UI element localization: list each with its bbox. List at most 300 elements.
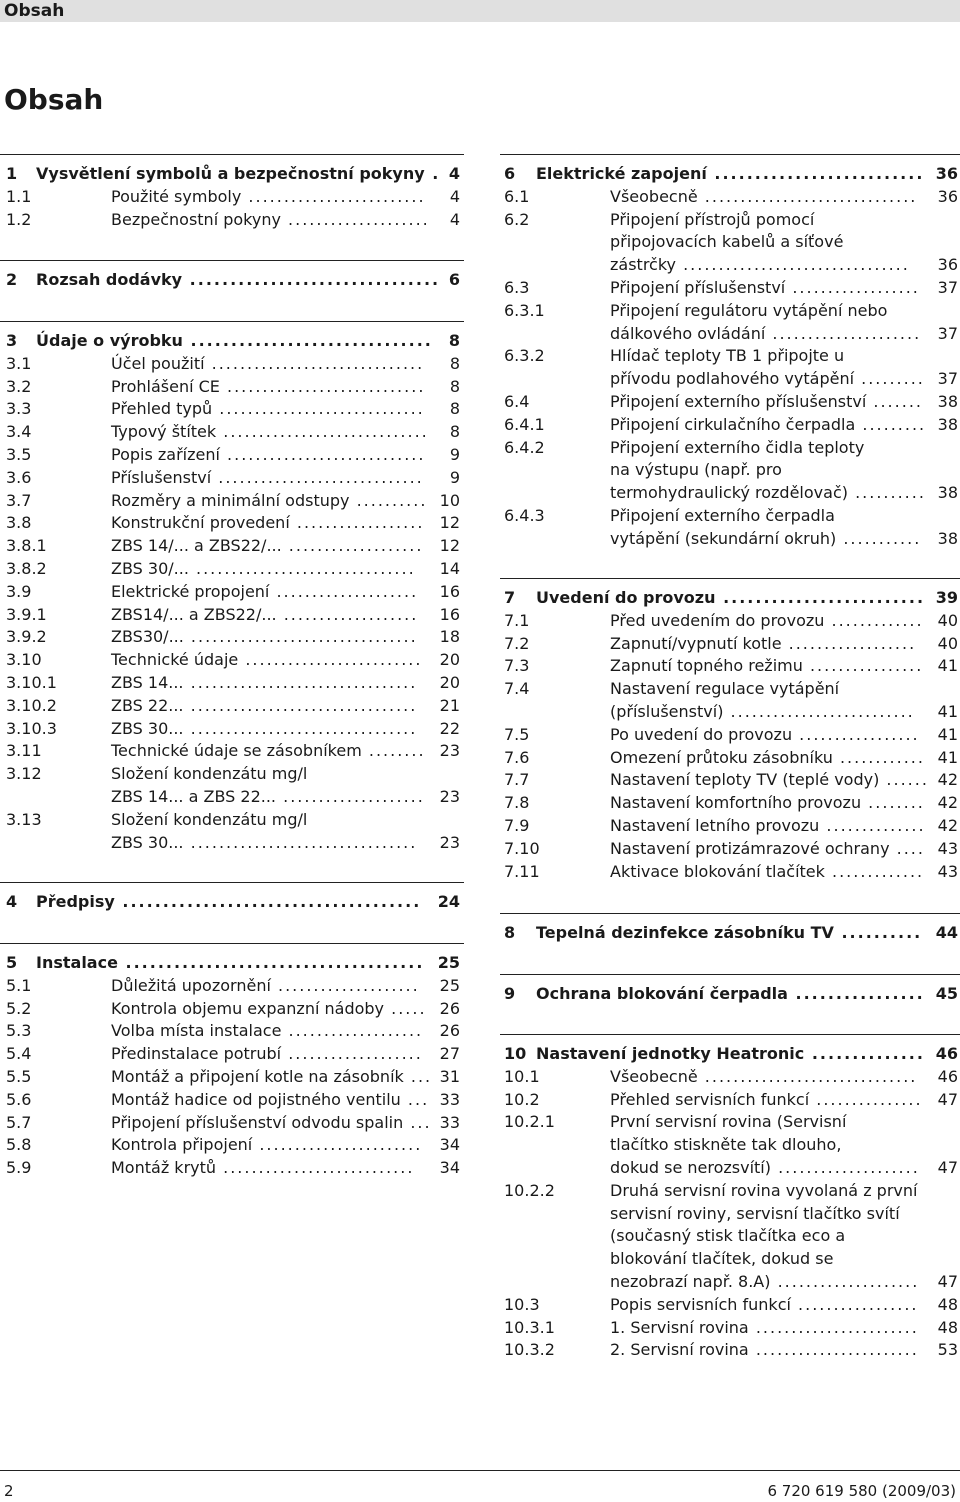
toc-entry-title: přívodu podlahového vytápění xyxy=(610,369,855,389)
toc-entry-row[interactable] xyxy=(0,489,464,512)
toc-entry-row[interactable] xyxy=(500,632,960,655)
toc-entry-page: 36 xyxy=(937,255,958,275)
toc-entry-number: 1 xyxy=(6,164,18,183)
toc-entry-row[interactable] xyxy=(0,808,464,831)
toc-entry-row[interactable] xyxy=(0,671,464,694)
toc-entry-title: ZBS 30... xyxy=(111,718,184,738)
toc-entry-page: 37 xyxy=(937,278,958,297)
toc-entry-row[interactable] xyxy=(500,860,960,883)
toc-entry-row[interactable] xyxy=(0,511,464,534)
dot-leader: .... xyxy=(889,838,925,858)
toc-entry-title: Popis servisních funkcí xyxy=(610,1294,791,1314)
toc-entry-row[interactable] xyxy=(0,717,464,740)
toc-entry-title: Technické údaje se zásobníkem xyxy=(111,741,362,761)
toc-entry-title: Použité symboly xyxy=(111,186,242,206)
toc-entry-text xyxy=(610,458,782,481)
toc-entry-row[interactable] xyxy=(500,768,960,791)
dot-leader: ................... xyxy=(281,536,424,556)
toc-entry-title: ZBS30/... xyxy=(111,627,184,647)
toc-chapter-row[interactable] xyxy=(0,268,464,291)
toc-entry-number: 10.2.1 xyxy=(504,1112,555,1132)
toc-entry-title: Po uvedení do provozu xyxy=(610,724,793,744)
toc-entry-row[interactable] xyxy=(500,253,960,276)
toc-entry-row[interactable] xyxy=(0,1065,464,1088)
dot-leader: .............................. xyxy=(182,331,433,350)
toc-entry-number: 10.3 xyxy=(504,1294,540,1314)
toc-entry-title: ZBS 30/... xyxy=(111,559,189,578)
toc-entry-row[interactable] xyxy=(500,413,960,436)
toc-entry-number: 3.9.1 xyxy=(6,604,47,624)
toc-entry-page: 43 xyxy=(937,861,958,881)
toc-entry-row[interactable] xyxy=(500,1293,960,1316)
toc-entry-text xyxy=(36,268,440,291)
toc-entry-page: 12 xyxy=(439,513,460,533)
dot-leader: ................................ xyxy=(183,695,418,715)
toc-entry-text xyxy=(111,443,425,466)
toc-entry-number: 5.1 xyxy=(6,975,32,995)
toc-entry-row[interactable] xyxy=(500,609,960,632)
toc-chapter-row[interactable] xyxy=(0,329,464,352)
toc-entry-text xyxy=(111,831,417,854)
dot-leader: ............. xyxy=(824,610,924,630)
toc-entry-text xyxy=(36,890,421,913)
dot-leader: .................. xyxy=(781,633,917,653)
dot-leader: .............................. xyxy=(697,1066,918,1086)
toc-entry-row[interactable] xyxy=(0,625,464,648)
dot-leader: ........................... xyxy=(216,1158,415,1178)
toc-entry-number: 3.2 xyxy=(6,376,32,396)
toc-entry-text xyxy=(536,162,924,185)
dot-leader: ............................. xyxy=(216,422,429,442)
dot-leader: .................... xyxy=(770,1272,920,1291)
dot-leader: .................... xyxy=(770,1158,920,1177)
toc-entry-text xyxy=(610,1202,900,1225)
toc-entry-row[interactable] xyxy=(0,694,464,717)
dot-leader: ................................ xyxy=(183,718,418,738)
toc-entry-row[interactable] xyxy=(0,831,464,854)
toc-entry-text xyxy=(111,420,429,443)
toc-entry-number: 7 xyxy=(504,588,516,607)
toc-entry-number: 1.1 xyxy=(6,186,32,206)
toc-entry-row[interactable] xyxy=(500,527,960,550)
toc-entry-text xyxy=(536,982,925,1005)
page-title: Obsah xyxy=(4,83,104,116)
toc-entry-text xyxy=(610,185,917,208)
toc-entry-page: 46 xyxy=(937,1066,958,1086)
toc-chapter-row[interactable] xyxy=(500,921,960,944)
toc-entry-row[interactable] xyxy=(0,208,464,231)
dot-leader: ................................ xyxy=(183,627,418,647)
toc-entry-row[interactable] xyxy=(500,1247,960,1270)
toc-entry-number: 3.10 xyxy=(6,650,42,670)
toc-entry-row[interactable] xyxy=(500,1338,960,1361)
toc-entry-title: Volba místa instalace xyxy=(111,1021,282,1041)
toc-entry-number: 7.1 xyxy=(504,610,530,630)
running-header-label: Obsah xyxy=(4,1,65,21)
toc-chapter-row[interactable] xyxy=(0,951,464,974)
toc-entry-title: Připojení příslušenství xyxy=(610,278,786,297)
toc-entry-row[interactable] xyxy=(0,534,464,557)
toc-entry-row[interactable] xyxy=(0,185,464,208)
toc-entry-row[interactable] xyxy=(500,1065,960,1088)
toc-entry-title: Kontrola připojení xyxy=(111,1135,253,1155)
toc-entry-title: vytápění (sekundární okruh) xyxy=(610,528,837,548)
toc-entry-number: 5.2 xyxy=(6,998,32,1018)
toc-entry-page: 9 xyxy=(449,445,460,464)
toc-entry-text xyxy=(610,1338,919,1361)
toc-entry-number: 9 xyxy=(504,984,516,1003)
toc-entry-row[interactable] xyxy=(500,1110,960,1133)
toc-entry-title: První servisní rovina (Servisní xyxy=(610,1112,847,1132)
section-divider xyxy=(500,1034,960,1035)
toc-entry-title: Přehled typů xyxy=(111,399,213,419)
toc-entry-number: 7.4 xyxy=(504,679,530,699)
toc-entry-row[interactable] xyxy=(500,1133,960,1156)
toc-entry-row[interactable] xyxy=(0,375,464,398)
toc-entry-page: 40 xyxy=(937,633,958,653)
toc-entry-text xyxy=(111,375,425,398)
toc-entry-page: 41 xyxy=(937,747,958,767)
toc-entry-number: 6.3.1 xyxy=(504,300,545,320)
toc-entry-title: Montáž hadice od pojistného ventilu xyxy=(111,1089,401,1109)
toc-entry-title: Účel použití xyxy=(111,353,205,373)
dot-leader: .......................... xyxy=(723,702,915,721)
toc-entry-row[interactable] xyxy=(500,390,960,413)
toc-entry-row[interactable] xyxy=(500,1224,960,1247)
toc-entry-page: 16 xyxy=(439,604,460,624)
toc-entry-row[interactable] xyxy=(0,1088,464,1111)
toc-entry-page: 36 xyxy=(937,186,958,206)
toc-entry-page: 6 xyxy=(448,270,460,289)
toc-entry-number: 6 xyxy=(504,164,516,183)
toc-entry-page: 47 xyxy=(937,1272,958,1291)
toc-entry-page: 8 xyxy=(449,353,460,373)
dot-leader: ............. xyxy=(824,861,925,881)
toc-entry-number: 5.3 xyxy=(6,1021,32,1041)
toc-entry-page: 39 xyxy=(935,588,958,607)
toc-entry-row[interactable] xyxy=(500,814,960,837)
toc-entry-row[interactable] xyxy=(500,677,960,700)
toc-entry-number: 7.5 xyxy=(504,724,530,744)
toc-entry-number: 3.4 xyxy=(6,422,32,442)
toc-entry-text xyxy=(610,677,839,700)
toc-entry-page: 43 xyxy=(937,838,958,858)
toc-entry-row[interactable] xyxy=(500,1270,960,1293)
dot-leader: ..... xyxy=(384,998,427,1018)
toc-entry-row[interactable] xyxy=(0,466,464,489)
toc-entry-page: 4 xyxy=(448,164,460,183)
dot-leader: ......................... xyxy=(715,588,926,607)
toc-entry-row[interactable] xyxy=(0,580,464,603)
toc-entry-title: Nastavení regulace vytápění xyxy=(610,679,840,699)
toc-entry-number: 5.6 xyxy=(6,1089,32,1109)
toc-entry-title: Připojení externího čerpadla xyxy=(610,506,835,525)
dot-leader: ........... xyxy=(836,528,922,548)
toc-entry-page: 33 xyxy=(439,1089,460,1109)
dot-leader: ............... xyxy=(809,1089,923,1109)
toc-entry-number: 6.4 xyxy=(504,392,530,411)
toc-chapter-row[interactable] xyxy=(500,982,960,1005)
toc-entry-text xyxy=(111,1111,432,1134)
toc-entry-row[interactable] xyxy=(0,785,464,808)
dot-leader: .................. xyxy=(785,278,920,297)
toc-entry-number: 3.8.2 xyxy=(6,559,47,578)
toc-chapter-row[interactable] xyxy=(500,1042,960,1065)
toc-entry-row[interactable] xyxy=(0,974,464,997)
toc-entry-title: Hlídač teploty TB 1 připojte u xyxy=(610,346,845,366)
dot-leader: ............................... xyxy=(188,559,416,578)
toc-entry-number: 10.2.2 xyxy=(504,1180,555,1200)
dot-leader: .......... xyxy=(847,483,926,503)
toc-entry-title: na výstupu (např. pro xyxy=(610,460,782,480)
toc-entry-page: 4 xyxy=(449,186,460,206)
toc-entry-row[interactable] xyxy=(500,185,960,208)
dot-leader: ................... xyxy=(281,1044,423,1064)
toc-entry-page: 44 xyxy=(935,923,958,942)
toc-entry-text xyxy=(610,481,926,504)
toc-entry-number: 5 xyxy=(6,953,18,972)
toc-entry-title: termohydraulický rozdělovač) xyxy=(610,483,848,503)
toc-entry-number: 7.6 xyxy=(504,747,530,767)
toc-entry-title: Připojení příslušenství odvodu spalin xyxy=(111,1112,404,1132)
toc-entry-number: 6.3 xyxy=(504,278,530,297)
dot-leader: .............. xyxy=(804,1044,925,1063)
toc-entry-title: Předpisy xyxy=(36,892,115,911)
toc-chapter-row[interactable] xyxy=(0,890,464,913)
toc-entry-page: 37 xyxy=(937,369,958,389)
toc-entry-page: 8 xyxy=(449,376,460,396)
toc-entry-number: 1.2 xyxy=(6,209,32,229)
toc-entry-title: Složení kondenzátu mg/l xyxy=(111,809,308,829)
toc-entry-number: 3.10.2 xyxy=(6,695,57,715)
toc-entry-text xyxy=(111,648,422,671)
toc-entry-row[interactable] xyxy=(500,723,960,746)
toc-entry-title: Složení kondenzátu mg/l xyxy=(111,764,308,784)
toc-entry-title: Technické údaje xyxy=(111,650,239,670)
toc-entry-row[interactable] xyxy=(500,654,960,677)
section-divider xyxy=(500,578,960,579)
dot-leader: ......... xyxy=(854,369,925,389)
toc-entry-page: 33 xyxy=(439,1112,460,1132)
dot-leader: ............................. xyxy=(211,467,424,487)
toc-entry-page: 27 xyxy=(439,1044,460,1064)
toc-entry-row[interactable] xyxy=(500,746,960,769)
toc-entry-row[interactable] xyxy=(500,1202,960,1225)
toc-entry-row[interactable] xyxy=(500,1179,960,1202)
toc-entry-text xyxy=(111,489,427,512)
toc-entry-title: Nastavení jednotky Heatronic xyxy=(536,1044,805,1063)
toc-entry-row[interactable] xyxy=(500,1156,960,1179)
dot-leader: ....................... xyxy=(748,1340,919,1360)
dot-leader: .............................. xyxy=(697,186,918,206)
toc-entry-title: servisní roviny, servisní tlačítko svítí xyxy=(610,1203,900,1223)
toc-entry-row[interactable] xyxy=(0,352,464,375)
toc-chapter-row[interactable] xyxy=(500,162,960,185)
toc-entry-text xyxy=(610,276,920,299)
toc-entry-text xyxy=(610,609,924,632)
section-divider xyxy=(0,943,464,944)
toc-entry-page: 23 xyxy=(439,832,460,852)
toc-entry-row[interactable] xyxy=(0,762,464,785)
toc-entry-number: 7.2 xyxy=(504,633,530,653)
toc-entry-row[interactable] xyxy=(0,1111,464,1134)
toc-entry-number: 3.5 xyxy=(6,445,32,464)
toc-entry-number: 10.2 xyxy=(504,1089,540,1109)
toc-entry-text xyxy=(610,746,925,769)
toc-entry-row[interactable] xyxy=(0,443,464,466)
toc-entry-text xyxy=(536,586,925,609)
toc-entry-title: ZBS 30... xyxy=(111,832,184,852)
toc-entry-page: 47 xyxy=(937,1089,958,1109)
toc-entry-text xyxy=(610,413,926,436)
toc-entry-text xyxy=(610,208,814,231)
toc-entry-row[interactable] xyxy=(500,276,960,299)
toc-entry-text xyxy=(610,837,925,860)
toc-entry-title: Montáž a připojení kotle na zásobník xyxy=(111,1067,404,1086)
toc-entry-number: 6.4.1 xyxy=(504,414,545,434)
toc-chapter-row[interactable] xyxy=(500,586,960,609)
toc-entry-page: 23 xyxy=(439,787,460,806)
toc-entry-title: (příslušenství) xyxy=(610,702,724,721)
toc-entry-row[interactable] xyxy=(0,648,464,671)
running-header xyxy=(0,0,960,22)
dot-leader: .................... xyxy=(276,787,425,806)
toc-entry-page: 45 xyxy=(935,984,958,1003)
toc-entry-row[interactable] xyxy=(500,700,960,723)
toc-entry-number: 6.4.2 xyxy=(504,437,545,457)
toc-entry-text xyxy=(610,1179,917,1202)
toc-entry-text xyxy=(111,511,424,534)
toc-entry-row[interactable] xyxy=(0,420,464,443)
toc-entry-title: Příslušenství xyxy=(111,467,212,487)
toc-entry-text xyxy=(111,808,307,831)
toc-entry-page: 41 xyxy=(937,724,958,744)
toc-entry-text xyxy=(610,723,920,746)
toc-entry-text xyxy=(610,344,844,367)
toc-entry-page: 46 xyxy=(935,1044,958,1063)
toc-entry-title: ZBS14/... a ZBS22/... xyxy=(111,604,277,624)
toc-entry-row[interactable] xyxy=(500,344,960,367)
toc-entry-text xyxy=(610,1156,920,1179)
toc-entry-row[interactable] xyxy=(500,837,960,860)
toc-entry-text xyxy=(610,632,916,655)
toc-entry-text xyxy=(111,208,430,231)
toc-entry-text xyxy=(111,625,418,648)
toc-entry-row[interactable] xyxy=(0,1156,464,1179)
toc-entry-title: Montáž krytů xyxy=(111,1158,217,1178)
section-divider xyxy=(500,154,960,155)
toc-entry-row[interactable] xyxy=(0,603,464,626)
toc-entry-title: Údaje o výrobku xyxy=(36,331,183,350)
toc-entry-number: 3.1 xyxy=(6,353,32,373)
toc-entry-page: 23 xyxy=(439,741,460,761)
toc-entry-row[interactable] xyxy=(0,397,464,420)
toc-entry-number: 10.3.1 xyxy=(504,1317,555,1337)
toc-entry-page: 38 xyxy=(937,392,958,411)
toc-entry-row[interactable] xyxy=(500,504,960,527)
section-divider xyxy=(500,974,960,975)
toc-entry-row[interactable] xyxy=(500,481,960,504)
toc-entry-row[interactable] xyxy=(500,322,960,345)
toc-entry-title: Všeobecně xyxy=(610,186,698,206)
dot-leader: ................... xyxy=(281,1021,424,1041)
toc-entry-row[interactable] xyxy=(0,557,464,580)
toc-entry-row[interactable] xyxy=(0,1133,464,1156)
dot-leader: ........ xyxy=(361,741,426,761)
dot-leader: ............................... xyxy=(182,270,441,289)
toc-entry-text xyxy=(610,367,925,390)
toc-entry-number: 10 xyxy=(504,1044,527,1063)
toc-entry-row[interactable] xyxy=(500,1088,960,1111)
toc-entry-row[interactable] xyxy=(0,1042,464,1065)
toc-entry-title: blokování tlačítek, dokud se xyxy=(610,1249,834,1269)
toc-entry-text xyxy=(610,814,926,837)
toc-entry-page: 8 xyxy=(448,331,460,350)
toc-entry-number: 7.9 xyxy=(504,816,530,835)
toc-entry-page: 12 xyxy=(439,536,460,556)
toc-entry-number: 3.8.1 xyxy=(6,536,47,556)
toc-entry-title: připojovacích kabelů a síťové xyxy=(610,232,844,252)
toc-entry-title: Zapnutí topného režimu xyxy=(610,656,803,676)
toc-entry-row[interactable] xyxy=(500,230,960,253)
toc-entry-row[interactable] xyxy=(500,208,960,231)
dot-leader: ............................ xyxy=(219,445,426,464)
toc-entry-title: ZBS 14... a ZBS 22... xyxy=(111,787,277,806)
toc-entry-title: 2. Servisní rovina xyxy=(610,1340,749,1360)
toc-entry-title: Tepelná dezinfekce zásobníku TV xyxy=(536,923,834,942)
toc-entry-page: 20 xyxy=(439,650,460,670)
dot-leader: ... xyxy=(400,1089,430,1109)
toc-entry-number: 3.9 xyxy=(6,581,32,601)
toc-chapter-row[interactable] xyxy=(0,162,464,185)
toc-entry-row[interactable] xyxy=(500,367,960,390)
toc-entry-title: Bezpečnostní pokyny xyxy=(111,209,281,229)
toc-entry-row[interactable] xyxy=(0,1019,464,1042)
toc-entry-row[interactable] xyxy=(500,1316,960,1339)
toc-entry-row[interactable] xyxy=(500,299,960,322)
toc-entry-text xyxy=(610,504,835,527)
footer-page-number: 2 xyxy=(4,1482,14,1500)
toc-entry-title: Elektrické propojení xyxy=(111,581,270,601)
toc-entry-row[interactable] xyxy=(500,436,960,459)
toc-entry-text xyxy=(610,322,921,345)
toc-entry-row[interactable] xyxy=(500,791,960,814)
toc-entry-number: 3.3 xyxy=(6,399,32,419)
toc-entry-page: 34 xyxy=(439,1135,460,1155)
toc-entry-page: 42 xyxy=(937,770,958,790)
toc-entry-row[interactable] xyxy=(500,458,960,481)
toc-entry-number: 5.8 xyxy=(6,1135,32,1155)
toc-entry-text xyxy=(111,534,423,557)
toc-entry-title: Elektrické zapojení xyxy=(536,164,707,183)
toc-entry-number: 5.9 xyxy=(6,1158,32,1178)
toc-entry-title: dokud se nerozsvítí) xyxy=(610,1158,771,1177)
dot-leader: ................... xyxy=(276,604,419,624)
toc-entry-text xyxy=(36,329,433,352)
toc-entry-row[interactable] xyxy=(0,997,464,1020)
toc-entry-text xyxy=(610,1247,833,1270)
toc-entry-title: Důležitá upozornění xyxy=(111,975,271,995)
toc-entry-text xyxy=(111,974,420,997)
toc-entry-title: Nastavení protizámrazové ochrany xyxy=(610,838,890,858)
toc-entry-row[interactable] xyxy=(0,739,464,762)
toc-entry-page: 14 xyxy=(439,559,460,578)
toc-entry-title: zástrčky xyxy=(610,255,676,275)
toc-entry-page: 8 xyxy=(449,399,460,419)
toc-entry-page: 25 xyxy=(437,953,460,972)
toc-entry-number: 6.3.2 xyxy=(504,346,545,366)
dot-leader: .................... xyxy=(270,975,420,995)
